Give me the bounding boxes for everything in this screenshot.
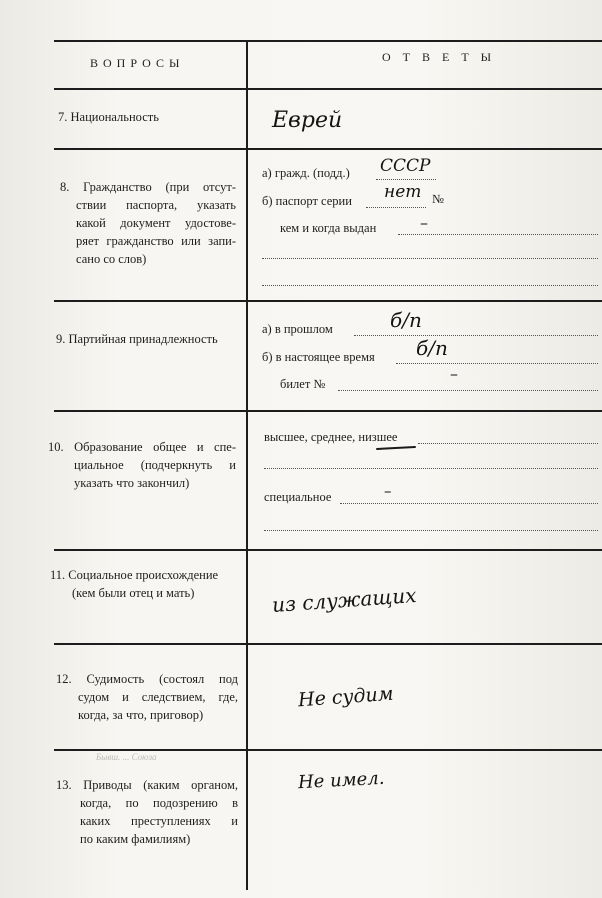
citizenship-value: СССР	[380, 156, 431, 176]
q10-line-2: циальное (подчеркнуть и	[74, 458, 236, 472]
q8-line-5: сано со слов)	[76, 252, 147, 266]
question-citizenship	[60, 178, 236, 268]
issued-dots	[398, 234, 598, 235]
education-special-label: специальное	[264, 490, 332, 504]
passport-number-sign: №	[432, 192, 444, 206]
answer-nationality: Еврей	[272, 108, 343, 133]
question-nationality: 7. Национальность	[58, 110, 159, 124]
q13-line-3: каких преступлениях и	[80, 814, 238, 828]
question-education	[48, 438, 236, 492]
bleed-through-text: Бывш. ... Союза	[96, 752, 157, 762]
party-now-dots	[396, 363, 598, 364]
party-past-value: б/п	[390, 308, 422, 332]
row-rule-12	[54, 749, 602, 751]
party-ticket-value: –	[450, 364, 458, 383]
education-blank-line-2	[264, 530, 598, 531]
q8-line-3: какой документ удостове-	[76, 216, 236, 230]
education-blank-line	[264, 468, 598, 469]
q11-line-1: 11. Социальное происхождение	[50, 568, 219, 582]
citizenship-blank-line-1	[262, 258, 598, 259]
q13-line-4: по каким фамилиям)	[80, 832, 191, 846]
question-party: 9. Партийная принадлежность	[56, 332, 218, 346]
q8-line-1: 8. Гражданство (при отсут-	[60, 180, 236, 194]
question-convictions	[56, 670, 238, 724]
citizenship-dots	[376, 179, 436, 180]
header-rule	[54, 88, 602, 90]
passport-value: нет	[384, 182, 422, 202]
issued-value: –	[420, 213, 428, 232]
answers-header: ОТВЕТЫ	[382, 50, 504, 64]
party-ticket-dots	[338, 390, 598, 391]
party-ticket-label: билет №	[280, 377, 326, 391]
q11-line-2: (кем были отец и мать)	[72, 586, 195, 600]
party-now-label: б) в настоящее время	[262, 350, 375, 364]
party-past-label: а) в прошлом	[262, 322, 333, 336]
social-origin-value: из служащих	[271, 582, 418, 618]
arrests-value: Не имел.	[297, 767, 385, 794]
q8-line-4: ряет гражданство или запи-	[76, 234, 236, 248]
q12-line-1: 12. Судимость (состоял под	[56, 672, 238, 686]
citizenship-label: а) гражд. (подд.)	[262, 166, 350, 180]
q12-line-3: когда, за что, приговор)	[78, 708, 204, 722]
row-rule-7	[54, 148, 602, 150]
q13-line-2: когда, по подозрению в	[80, 796, 238, 810]
row-rule-8	[54, 300, 602, 302]
row-rule-11	[54, 643, 602, 645]
top-rule	[54, 40, 602, 42]
q13-line-1: 13. Приводы (каким органом,	[56, 778, 238, 792]
party-now-value: б/п	[416, 336, 448, 360]
education-general-options: высшее, среднее, низшее	[264, 430, 398, 444]
citizenship-blank-line-2	[262, 285, 598, 286]
q12-line-2: судом и следствием, где,	[78, 690, 238, 704]
row-rule-10	[54, 549, 602, 551]
questions-header: ВОПРОСЫ	[90, 56, 185, 70]
q10-line-3: указать что закончил)	[74, 476, 190, 490]
q8-line-2: ствии паспорта, указать	[76, 198, 236, 212]
question-arrests	[56, 776, 238, 848]
passport-dots	[366, 207, 426, 208]
education-special-value: –	[384, 482, 392, 500]
passport-label: б) паспорт серии	[262, 194, 352, 208]
column-divider	[246, 40, 248, 890]
party-past-dots	[354, 335, 598, 336]
q10-line-1: 10. Образование общее и спе-	[48, 440, 236, 454]
education-general-dots	[418, 443, 598, 444]
question-social-origin	[50, 566, 218, 602]
row-rule-9	[54, 410, 602, 412]
education-special-dots	[340, 503, 598, 504]
convictions-value: Не судим	[297, 682, 395, 712]
education-underline-mark	[376, 446, 416, 450]
issued-label: кем и когда выдан	[280, 221, 377, 235]
